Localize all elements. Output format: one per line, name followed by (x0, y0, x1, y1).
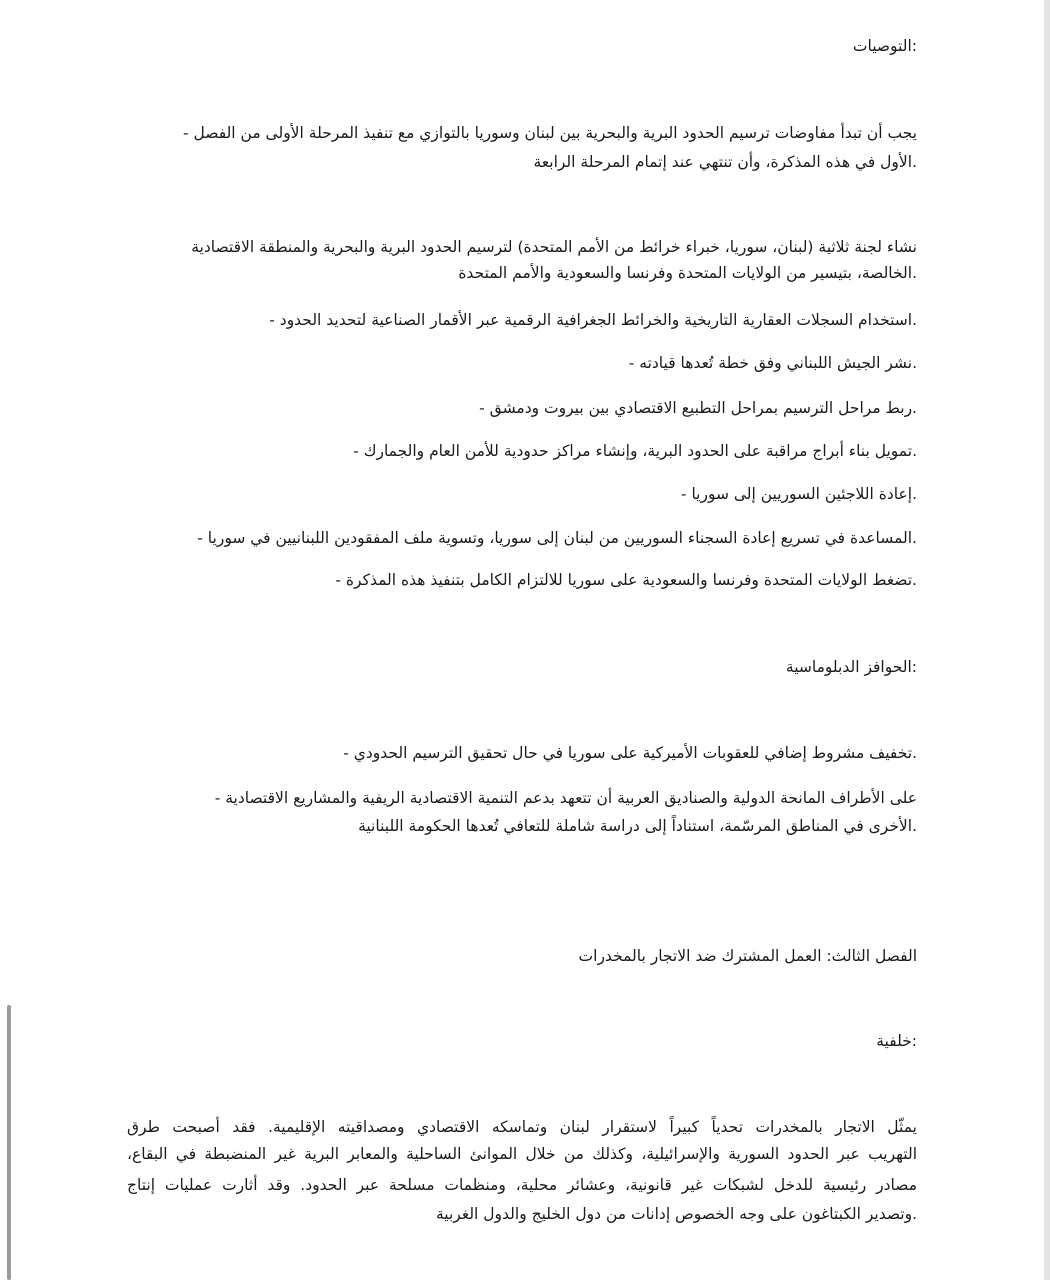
rec2-line-1: نشاء لجنة ثلاثية (لبنان، سوريا، خبراء خرائط من الأمم المتحدة) لترسيم الحدود البرية والبحرية والمنطقة الاقتصادية (191, 238, 917, 256)
background-line-3: مصادر رئيسية للدخل لشبكات غير قانونية، وعشائر محلية، ومنظمات مسلحة عبر الحدود. وقد أثارت عمليات إنتاج (127, 1176, 917, 1194)
bullet-item: .المساعدة في تسريع إعادة السجناء السوريين من لبنان إلى سوريا، وتسوية ملف المفقودين اللبنانيين في سوريا - (197, 529, 917, 547)
background-line-1: يمثّل الاتجار بالمخدرات تحدياً كبيراً لاستقرار لبنان وتماسكه الاقتصادي ومصداقيته الإقليمية. فقد أصبحت طرق (127, 1118, 917, 1136)
incentive-item: .تخفيف مشروط إضافي للعقوبات الأميركية على سوريا في حال تحقيق الترسيم الحدودي - (343, 744, 917, 762)
incentive-2-line-1: على الأطراف المانحة الدولية والصناديق العربية أن تتعهد بدعم التنمية الاقتصادية الريفية والمشاريع الاقتصادية - (214, 789, 917, 807)
rec2-line-2: .الخالصة، بتيسير من الولايات المتحدة وفرنسا والسعودية والأمم المتحدة (458, 264, 917, 282)
bullet-item: .نشر الجيش اللبناني وفق خطة تُعدها قيادته - (628, 354, 917, 372)
background-heading: :خلفية (876, 1032, 917, 1050)
rec1-line-1: يجب أن تبدأ مفاوضات ترسيم الحدود البرية والبحرية بين لبنان وسوريا بالتوازي مع تنفيذ المرحلة الأولى من الفصل - (183, 124, 917, 142)
rec1-line-2: .الأول في هذه المذكرة، وأن تنتهي عند إتمام المرحلة الرابعة (533, 153, 917, 171)
bullet-item: .إعادة اللاجئين السوريين إلى سوريا - (680, 485, 917, 503)
background-line-2: التهريب عبر الحدود السورية والإسرائيلية، وكذلك من خلال الموانئ الساحلية والمعابر البرية غير المنضبطة في البقاع، (127, 1145, 917, 1163)
bullet-item: .ربط مراحل الترسيم بمراحل التطبيع الاقتصادي بين بيروت ودمشق - (479, 399, 917, 417)
background-line-4: .وتصدير الكبتاغون على وجه الخصوص إدانات من دول الخليج والدول الغربية (436, 1205, 917, 1223)
bullet-item: .تمويل بناء أبراج مراقبة على الحدود البرية، وإنشاء مراكز حدودية للأمن العام والجمارك - (353, 442, 917, 460)
incentives-heading: :الحوافز الدبلوماسية (785, 658, 917, 676)
recommendations-heading: :التوصيات (852, 37, 917, 55)
bullet-item: .استخدام السجلات العقارية التاريخية والخرائط الجغرافية الرقمية عبر الأقمار الصناعية لتحديد الحدود - (269, 311, 917, 329)
scrollbar-thumb[interactable] (7, 1005, 11, 1280)
incentive-2-line-2: .الأخرى في المناطق المرسّمة، استناداً إلى دراسة شاملة للتعافي تُعدها الحكومة اللبنانية (358, 817, 917, 835)
bullet-item: .تضغط الولايات المتحدة وفرنسا والسعودية على سوريا للالتزام الكامل بتنفيذ هذه المذكرة - (335, 571, 917, 589)
chapter-3-title: الفصل الثالث: العمل المشترك ضد الاتجار بالمخدرات (578, 947, 917, 965)
page-edge (1044, 0, 1050, 1280)
